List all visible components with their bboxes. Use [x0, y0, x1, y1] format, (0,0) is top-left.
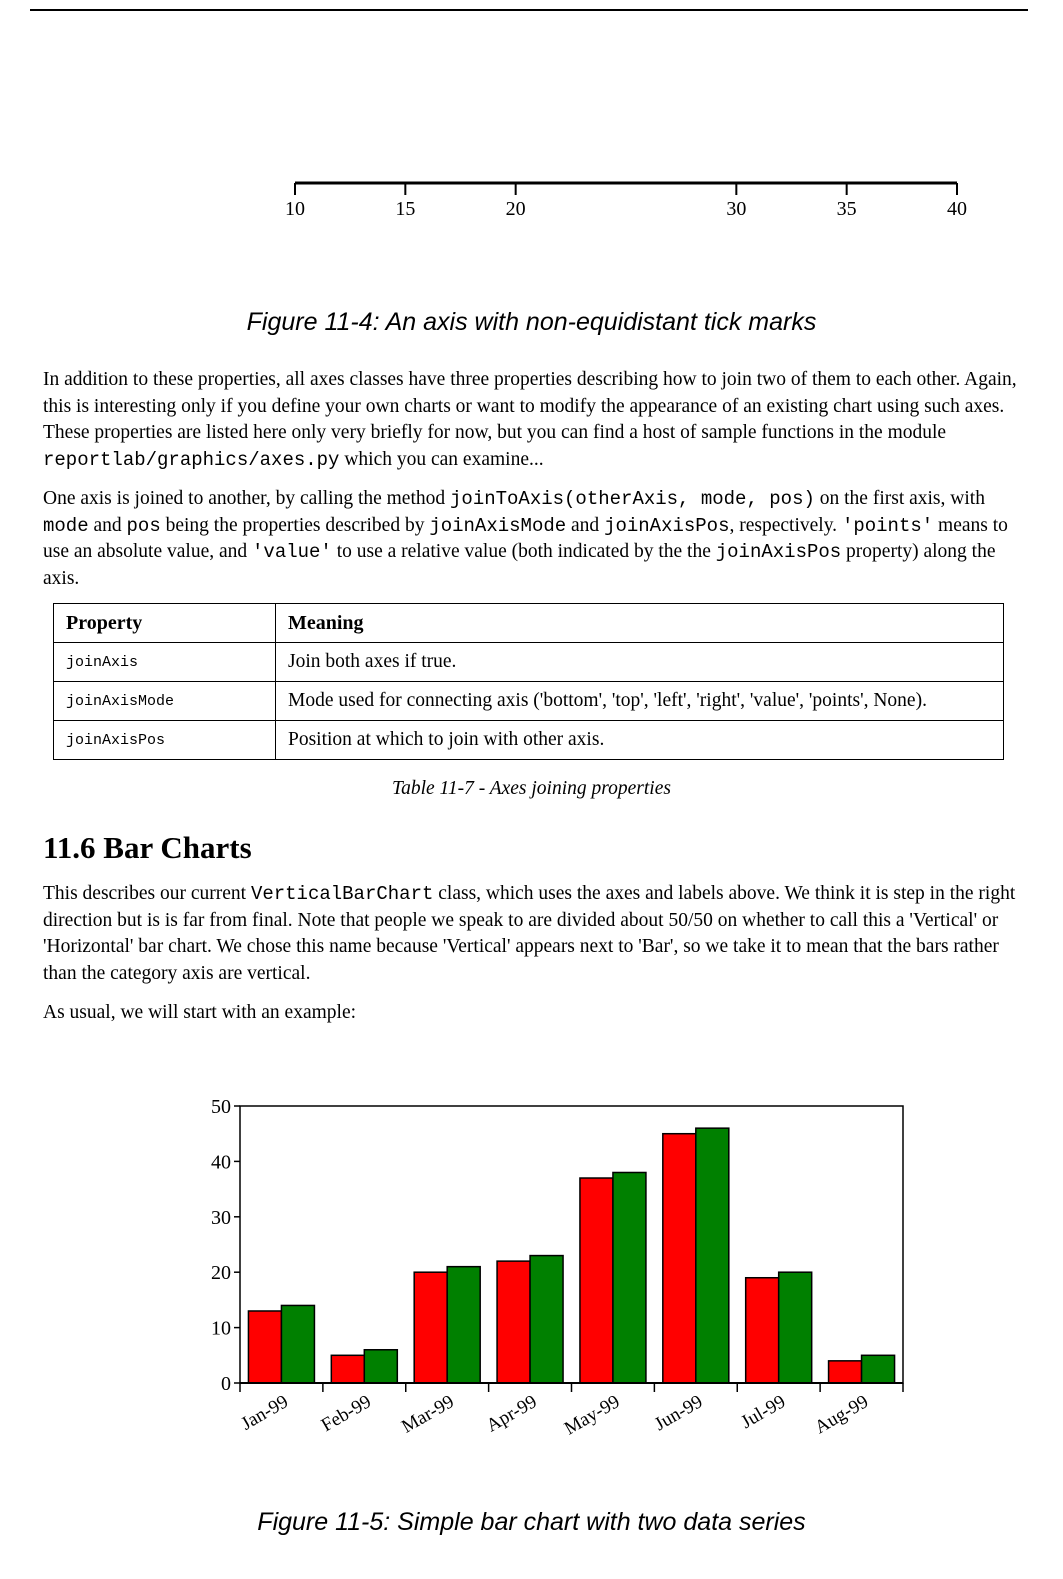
table-cell-property: joinAxisPos	[54, 721, 276, 760]
axis-tick-label: 15	[395, 198, 416, 220]
y-tick-label: 0	[221, 1373, 231, 1395]
axis-tick-label: 30	[726, 198, 747, 220]
bar	[696, 1128, 729, 1383]
paragraph-bar-charts-intro: This describes our current VerticalBarChart class, which uses the axes and labels above. We think it is step in the right direction but is is far from final. Note that people we speak to are divided about 50/50 on whether to call this a 'Vertical' or 'Horizontal' bar chart. We chose this name because 'Vertical' appears next to 'Bar', so we take it to mean that the bars rather than the category axis are vertical.	[43, 883, 1016, 984]
inline-code: mode	[43, 514, 89, 537]
inline-code: joinAxisMode	[429, 514, 567, 537]
table-11-7-caption: Table 11-7 - Axes joining properties	[392, 778, 671, 799]
table-cell-property: joinAxisMode	[54, 682, 276, 721]
section-heading: 11.6 Bar Charts	[43, 830, 252, 865]
table-cell-meaning: Position at which to join with other axis.	[276, 721, 1004, 760]
bar	[580, 1178, 613, 1383]
paragraph-axes-joining-intro: In addition to these properties, all axes classes have three properties describing how to join two of them to each other. Again, this is interesting only if you define your own charts or want to modify the appearance of an existing chart using such axes. These properties are listed here only very briefly for now, but you can find a host of sample functions in the module reportlab/graphics/axes.py which you can examine...	[43, 369, 1017, 471]
axis-tick-label: 35	[836, 198, 857, 220]
y-tick-label: 10	[211, 1317, 231, 1340]
x-tick-label: Apr-99	[482, 1391, 541, 1437]
table-cell-meaning: Join both axes if true.	[276, 643, 1004, 682]
table-header-row	[54, 604, 1004, 643]
x-tick-label: Jun-99	[651, 1391, 707, 1436]
x-tick-label: Aug-99	[811, 1391, 873, 1439]
table-cell-meaning: Mode used for connecting axis ('bottom', 'top', 'left', 'right', 'value', 'points', None).	[276, 682, 1004, 721]
table-header-property: Property	[54, 604, 276, 643]
inline-code: joinAxisPos	[604, 514, 730, 537]
bar	[862, 1355, 895, 1383]
bar	[746, 1278, 779, 1383]
figure-11-4-caption: Figure 11-4: An axis with non-equidistant tick marks	[246, 308, 817, 336]
x-tick-label: Feb-99	[317, 1391, 375, 1437]
y-tick-label: 30	[211, 1206, 231, 1229]
bar	[447, 1267, 480, 1383]
x-tick-label: May-99	[560, 1391, 624, 1440]
paragraph-example-intro: As usual, we will start with an example:	[43, 1002, 357, 1023]
axis-tick-label: 20	[505, 198, 526, 220]
figure-11-5-caption: Figure 11-5: Simple bar chart with two data series	[257, 1508, 806, 1536]
table-cell-property: joinAxis	[54, 643, 276, 682]
table-row	[54, 643, 1004, 682]
y-tick-label: 50	[211, 1096, 231, 1118]
bar-chart	[0, 1090, 1063, 1460]
inline-code: reportlab/graphics/axes.py	[43, 448, 340, 471]
bar	[281, 1305, 314, 1383]
x-tick-label: Mar-99	[398, 1391, 458, 1438]
bar	[663, 1134, 696, 1383]
paragraph-join-to-axis: One axis is joined to another, by calling the method joinToAxis(otherAxis, mode, pos) on the first axis, with mode and pos being the properties described by joinAxisMode and joinAxisPos, respectively. 'points' means to use an absolute value, and 'value' to use a relative value (both indicated by the the joinAxisPos property) along the axis.	[43, 488, 1008, 589]
x-tick-label: Jan-99	[237, 1391, 292, 1435]
inline-code: joinAxisPos	[715, 541, 842, 563]
table-row	[54, 682, 1004, 721]
bar	[829, 1361, 862, 1383]
inline-code: VerticalBarChart	[250, 883, 434, 905]
bar	[414, 1272, 447, 1383]
non-equidistant-axis-figure	[0, 170, 1063, 230]
inline-code: pos	[126, 514, 161, 537]
axis-tick-label: 40	[947, 198, 967, 220]
inline-code: joinToAxis(otherAxis, mode, pos)	[450, 488, 815, 510]
table-header-meaning: Meaning	[276, 604, 1004, 643]
page-top-rule	[30, 9, 1028, 11]
y-tick-label: 40	[211, 1151, 231, 1174]
bar	[497, 1261, 530, 1383]
bar	[364, 1350, 397, 1383]
y-tick-label: 20	[211, 1262, 231, 1285]
bar	[248, 1311, 281, 1383]
bar	[530, 1256, 563, 1383]
bar	[613, 1172, 646, 1383]
inline-code: 'value'	[252, 541, 332, 563]
axis-tick-label: 10	[285, 198, 305, 220]
x-tick-label: Jul-99	[737, 1391, 790, 1434]
table-row	[54, 721, 1004, 760]
axes-joining-properties-table	[53, 603, 1004, 760]
inline-code: 'points'	[841, 514, 934, 537]
bar	[331, 1355, 364, 1383]
bar	[779, 1272, 812, 1383]
